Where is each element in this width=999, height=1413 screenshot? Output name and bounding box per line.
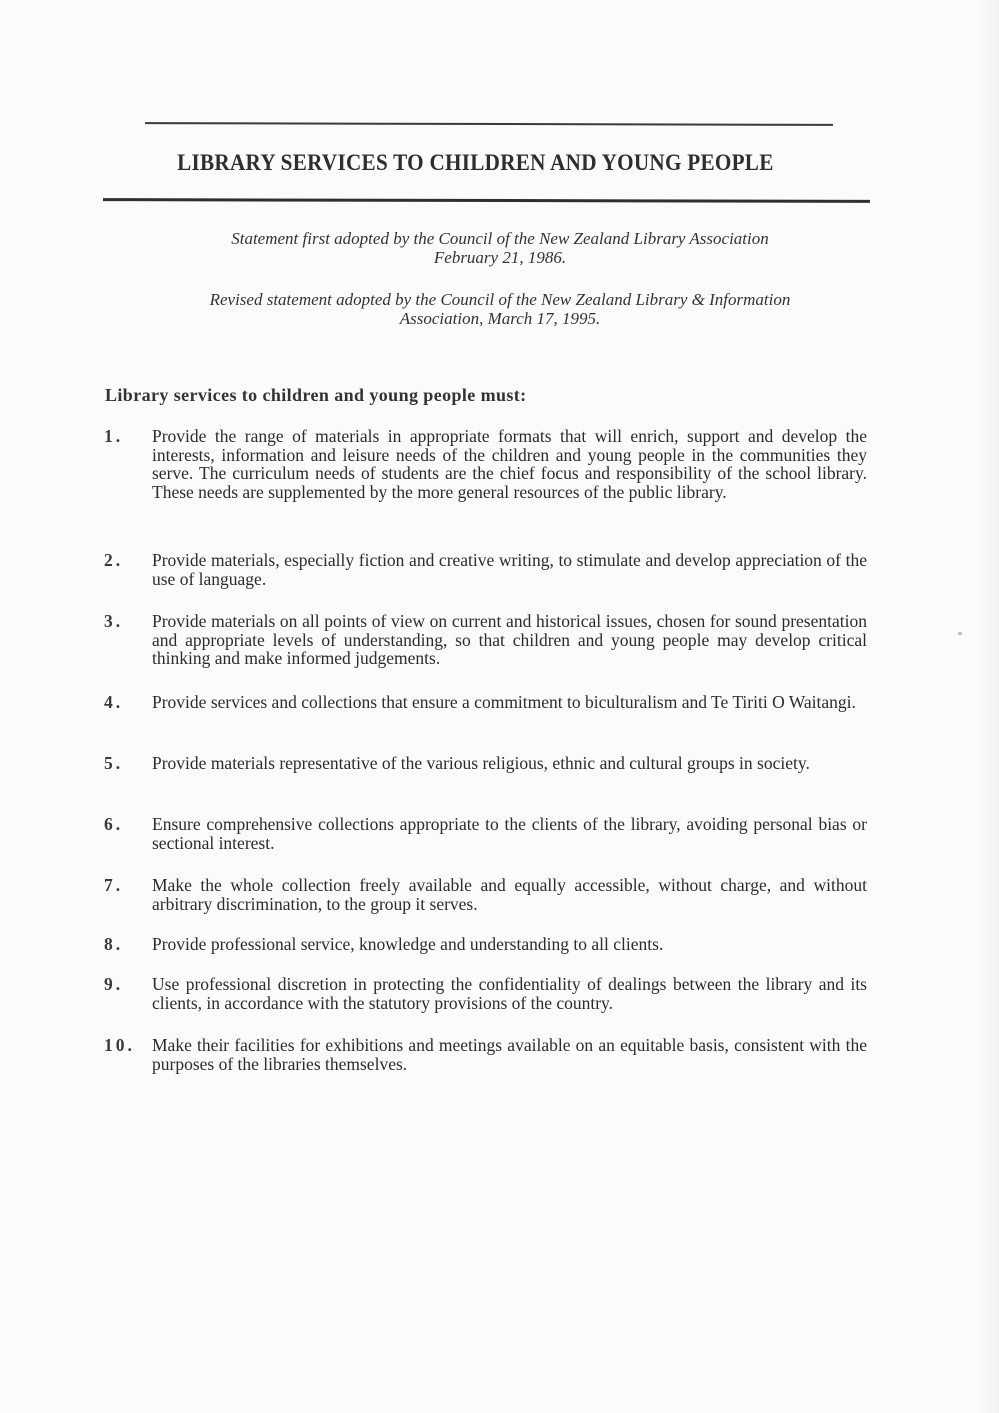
adoption-statement-line-1: Statement first adopted by the Council of the New Zealand Library Association — [231, 229, 769, 248]
item-number: 5. — [104, 753, 124, 773]
item-text: Make their facilities for exhibitions and meetings available on an equitable basis, consistent with the purposes of the libraries themselves. — [152, 1035, 867, 1074]
item-number: 1. — [104, 426, 124, 446]
item-number: 3. — [104, 611, 124, 631]
revision-statement-line-1: Revised statement adopted by the Council of the New Zealand Library & Information — [209, 290, 791, 309]
item-number: 7. — [104, 875, 124, 895]
bottom-rule — [103, 198, 870, 203]
revision-statement-line-2: Association, March 17, 1995. — [399, 309, 601, 328]
item-number: 4. — [104, 692, 124, 712]
revision-statement — [140, 290, 860, 328]
item-number: 8. — [104, 934, 124, 954]
page-edge-shadow — [977, 0, 999, 1413]
item-text: Make the whole collection freely available and equally accessible, without charge, and without arbitrary discrimination, to the group it serves. — [152, 875, 867, 914]
item-number: 6. — [104, 814, 124, 834]
item-text: Provide services and collections that ensure a commitment to biculturalism and Te Tiriti O Waitangi. — [152, 692, 856, 712]
adoption-statement — [140, 229, 860, 267]
item-number: 9. — [104, 974, 124, 994]
item-text: Provide materials, especially fiction and creative writing, to stimulate and develop appreciation of the use of language. — [152, 550, 867, 589]
item-text: Provide materials representative of the various religious, ethnic and cultural groups in society. — [152, 753, 810, 773]
item-text: Provide the range of materials in appropriate formats that will enrich, support and develop the interests, information and leisure needs of the children and young people in the communities they serve. The curriculum needs of students are the chief focus and responsibility of the school library. These needs are supplemented by the more general resources of the public library. — [152, 426, 867, 502]
scan-speck — [958, 632, 962, 635]
lead-heading: Library services to children and young people must: — [105, 385, 527, 405]
page-title-text: LIBRARY SERVICES TO CHILDREN AND YOUNG PEOPLE — [177, 150, 774, 175]
top-rule — [145, 122, 833, 126]
item-text: Provide materials on all points of view on current and historical issues, chosen for sound presentation and appropriate levels of understanding, so that children and young people may develop critical thinking and make informed judgements. — [152, 611, 867, 668]
item-number: 10. — [104, 1035, 135, 1055]
item-text: Provide professional service, knowledge and understanding to all clients. — [152, 934, 664, 954]
item-text: Use professional discretion in protecting the confidentiality of dealings between the library and its clients, in accordance with the statutory provisions of the country. — [152, 974, 867, 1013]
adoption-statement-line-2: February 21, 1986. — [433, 248, 567, 267]
item-text: Ensure comprehensive collections appropriate to the clients of the library, avoiding personal bias or sectional interest. — [152, 814, 867, 853]
item-number: 2. — [104, 550, 124, 570]
